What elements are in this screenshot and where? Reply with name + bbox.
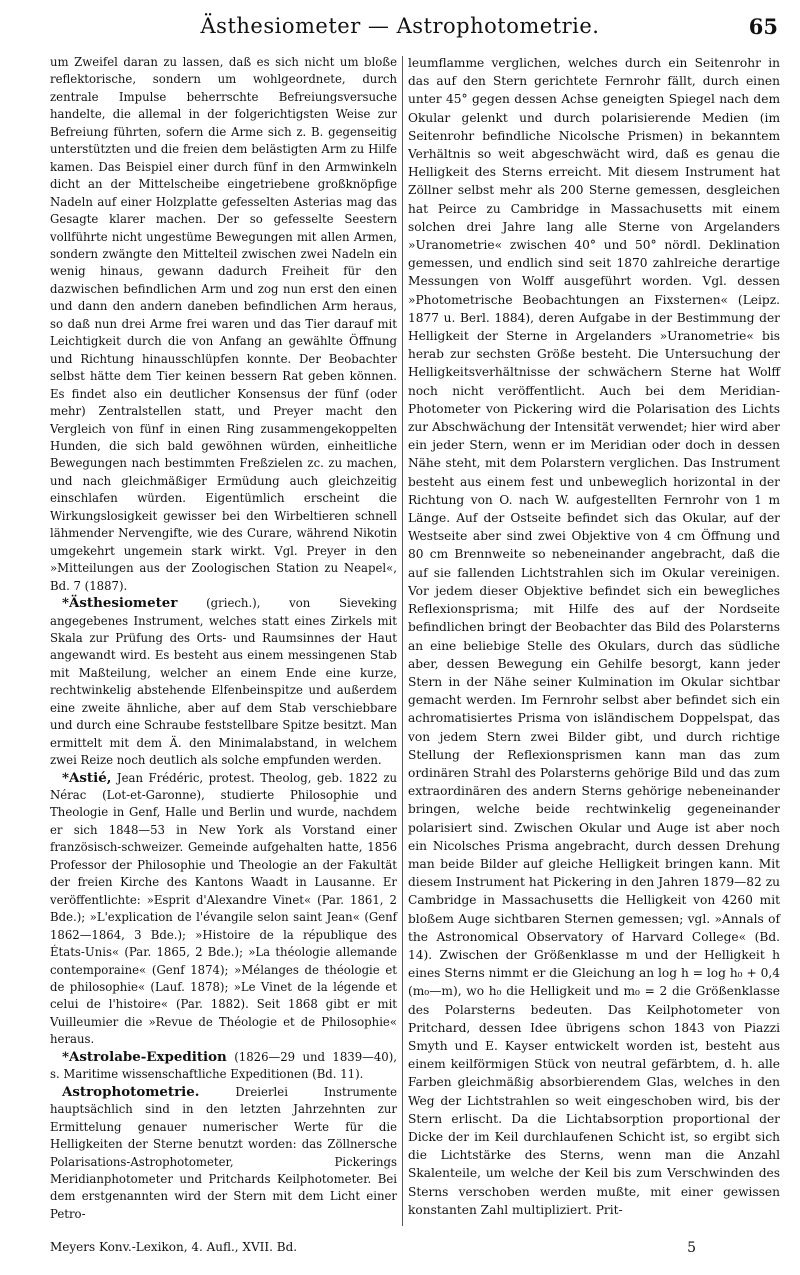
entry-astrolabe bbox=[50, 1049, 397, 1084]
paragraph-asterias-continued: um Zweifel daran zu lassen, daß es sich nicht um bloße reflektorische, sondern um wohlgeordnete, durch zentrale Impulse beherrschte Befreiungsversuche handelte, die allemal in der folgerichtigsten Weise zur Befreiung führten, sofern die Arme sich z. B. gegenseitig unterstützten und die freien dem belästigten Arm zu Hilfe kamen. Das Beispiel einer durch fünf in den Armwinkeln dicht an der Mittelscheibe eingetriebene großknöpfige Nadeln auf einer Holzplatte gefesselten Asterias mag das Gesagte klarer machen. Der so gefesselte Seestern vollführte nicht ungestüme Bewegungen mit allen Armen, sondern zwängte den Mittelteil zwischen zwei Nadeln ein wenig hinaus, gewann dadurch Freiheit für den dazwischen befindlichen Arm und zog nun erst den einen und dann den andern daneben befindlichen Arm heraus, so daß nun drei Arme frei waren und das Tier darauf mit Leichtigkeit durch die von Anfang an gewählte Öffnung und Richtung hinausschlüpfen konnte. Der Beobachter selbst hätte dem Tier keinen bessern Rat geben können. Es findet also ein deutlicher Konsensus der fünf (oder mehr) Zentralstellen statt, und Preyer macht den Vergleich von fünf in einen Ring zusammengekoppelten Hunden, die sich bald gewöhnen würden, einheitliche Bewegungen nach bestimmten Freßzielen zc. zu machen, und nach gleichmäßiger Ermüdung auch gleichzeitig einschlafen würden. Eigentümlich erscheint die Wirkungslosigkeit gewisser bei den Wirbeltieren schnell lähmender Nervengifte, wie des Curare, während Nikotin umgekehrt ungemein stark wirkt. Vgl. Preyer in den »Mitteilungen aus der Zoologischen Station zu Neapel«, Bd. 7 (1887). bbox=[50, 55, 397, 593]
page-header bbox=[0, 0, 800, 48]
entry-text-astrolabe: (1826—29 und 1839—40), s. Maritime wissenschaftliche Expeditionen (Bd. 11). bbox=[50, 1049, 397, 1082]
lemma-astrolabe: *Astrolabe-Expedition bbox=[62, 1048, 227, 1065]
left-column bbox=[50, 54, 397, 1223]
footer-signature: 5 bbox=[687, 1240, 696, 1256]
running-title: Ästhesiometer — Astrophotometrie. bbox=[200, 14, 600, 38]
entry-text-astrophotometrie: Dreierlei Instrumente hauptsächlich sind in den letzten Jahrzehnten zur Ermittelung genauer numerischer Werte für die Helligkeiten der Sterne benutzt worden: das Zöllnersche Polarisations-Astrophotometer, Pickerings Meridianphotometer und Pritchards Keilphotometer. Bei dem erstgenannten wird der Stern mit dem Licht einer Petro- bbox=[50, 1084, 397, 1221]
entry-astie bbox=[50, 770, 397, 1049]
entry-text-astie: Jean Frédéric, protest. Theolog, geb. 1822 zu Nérac (Lot-et-Garonne), studierte Philosophie und Theologie in Genf, Halle und Berlin und wurde, nachdem er sich 1848—53 in New York als Vorstand einer französisch-schweizer. Gemeinde aufgehalten hatte, 1856 Professor der Philosophie und Theologie an der Fakultät der freien Kirche des Kantons Waadt in Lausanne. Er veröffentlichte: »Esprit d'Alexandre Vinet« (Par. 1861, 2 Bde.); »L'explication de l'évangile selon saint Jean« (Genf 1862—1864, 3 Bde.); »Histoire de la république des États-Unis« (Par. 1865, 2 Bde.); »La théologie allemande contemporaine« (Genf 1874); »Mélanges de théologie et de philosophie« (Lauf. 1878); »Le Vinet de la légende et celui de l'histoire« (Par. 1882). Seit 1868 gibt er mit Vuilleumier die »Revue de Théologie et de Philosophie« heraus. bbox=[50, 770, 398, 1047]
paragraph-astrophotometrie-continued: leumflamme verglichen, welches durch ein Seitenrohr in das auf den Stern gerichtete Fernrohr fällt, durch einen unter 45° gegen dessen Achse geneigten Spiegel nach dem Okular gelenkt und durch polarisierende Medien (im Seitenrohr befindliche Nicolsche Prismen) in bekanntem Verhältnis so weit abgeschwächt wird, daß es genau die Helligkeit des Sterns erreicht. Mit diesem Instrument hat Zöllner selbst mehr als 200 Sterne gemessen, desgleichen hat Peirce zu Cambridge in Massachusetts mit einem solchen drei Jahre lang alle Sterne von Argelanders »Uranometrie« zwischen 40° und 50° nördl. Deklination gemessen, und endlich sind seit 1870 zahlreiche derartige Messungen von Wolff ausgeführt worden. Vgl. dessen »Photometrische Beobachtungen an Fixsternen« (Leipz. 1877 u. Berl. 1884), deren Aufgabe in der Bestimmung der Helligkeit der Sterne in Argelanders »Uranometrie« bis herab zur sechsten Größe besteht. Die Untersuchung der Helligkeitsverhältnisse der schwächern Sterne hat Wolff noch nicht veröffentlicht. Auch bei dem Meridian-Photometer von Pickering wird die Polarisation des Lichts zur Abschwächung der Intensität verwendet; hier wird aber ein jeder Stern, wenn er im Meridian oder doch in dessen Nähe steht, mit dem Polarstern verglichen. Das Instrument besteht aus einem fest und unbeweglich horizontal in der Richtung von O. nach W. aufgestellten Fernrohr von 1 m Länge. Auf der Ostseite befindet sich das Okular, auf der Westseite aber sind zwei Objektive von 4 cm Öffnung und 80 cm Brennweite so nebeneinander angebracht, daß die auf sie fallenden Lichtstrahlen sich im Okular vereinigen. Vor jedem dieser Objektive befindet sich ein bewegliches Reflexionsprisma; mit Hilfe des auf der Nordseite befindlichen bringt der Beobachter das Bild des Polarsterns an eine beliebige Stelle des Okulars, durch das südliche aber, dessen Bewegung ein Gehilfe besorgt, kann jeder Stern in der Nähe seiner Kulmination im Okular sichtbar gemacht werden. Im Fernrohr selbst aber befindet sich ein achromatisiertes Prisma von isländischem Doppelspat, das von jedem Stern zwei Bilder gibt, und durch richtige Stellung der Reflexionsprismen kann man das zum ordinären Strahl des Polarsterns gehörige Bild und das zum extraordinären des andern Sterns gehörige nebeneinander bringen, welche beide rechtwinkelig gegeneinander polarisiert sind. Zwischen Okular und Auge ist aber noch ein Nicolsches Prisma angebracht, durch dessen Drehung man beide Bilder auf gleiche Helligkeit bringen kann. Mit diesem Instrument hat Pickering in den Jahren 1879—82 zu Cambridge in Massachusetts die Helligkeit von 4260 mit bloßem Auge sichtbaren Sternen gemessen; vgl. »Annals of the Astronomical Observatory of Harvard College« (Bd. 14). Zwischen der Größenklasse m und der Helligkeit h eines Sterns nimmt er die Gleichung an log h = log h₀ + 0,4 (m₀—m), wo h₀ die Helligkeit und m₀ = 2 die Größenklasse des Polarsterns bedeuten. Das Keilphotometer von Pritchard, dessen Idee übrigens schon 1843 von Piazzi Smyth und E. Kayser entwickelt worden ist, besteht aus einem keilförmigen Stück von neutral gefärbtem, d. h. alle Farben gleichmäßig absorbierendem Glas, welches in den Weg der Lichtstrahlen so weit eingeschoben wird, bis der Stern erlischt. Da die Lichtabsorption proportional der Dicke der im Keil durchlaufenen Schicht ist, so ergibt sich die Lichtstärke des Sterns, wenn man die Anzahl Skalenteile, um welche der Keil bis zum Verschwinden des Sterns verschoben werden mußte, mit einer gewissen konstanten Zahl multipliziert. Prit- bbox=[408, 56, 780, 1217]
entry-text-aesthesiometer: (griech.), von Sieveking angegebenes Instrument, welches statt eines Zirkels mit Skala zur Prüfung des Orts- und Raumsinnes der Haut angewandt wird. Es besteht aus einem messingenen Stab mit Maßteilung, welcher an einem Ende eine kurze, rechtwinkelig abstehende Elfenbeinspitze und außerdem eine zweite ähnliche, aber auf dem Stab verschiebbare und durch eine Schraube feststellbare Spitze besitzt. Man ermittelt mit dem Ä. den Minimalabstand, in welchem zwei Reize noch deutlich als solche empfunden werden. bbox=[50, 596, 398, 768]
entry-aesthesiometer bbox=[50, 595, 397, 770]
page-footer bbox=[50, 1240, 780, 1262]
lemma-aesthesiometer: *Ästhesiometer bbox=[62, 595, 178, 612]
lemma-astrophotometrie: Astrophotometrie. bbox=[62, 1083, 200, 1100]
right-column bbox=[408, 54, 780, 1219]
footer-source: Meyers Konv.-Lexikon, 4. Aufl., XVII. Bd. bbox=[50, 1240, 298, 1254]
lemma-astie: *Astié, bbox=[62, 769, 112, 786]
page-number: 65 bbox=[748, 14, 778, 39]
entry-astrophotometrie bbox=[50, 1084, 397, 1224]
column-divider bbox=[402, 56, 403, 1226]
